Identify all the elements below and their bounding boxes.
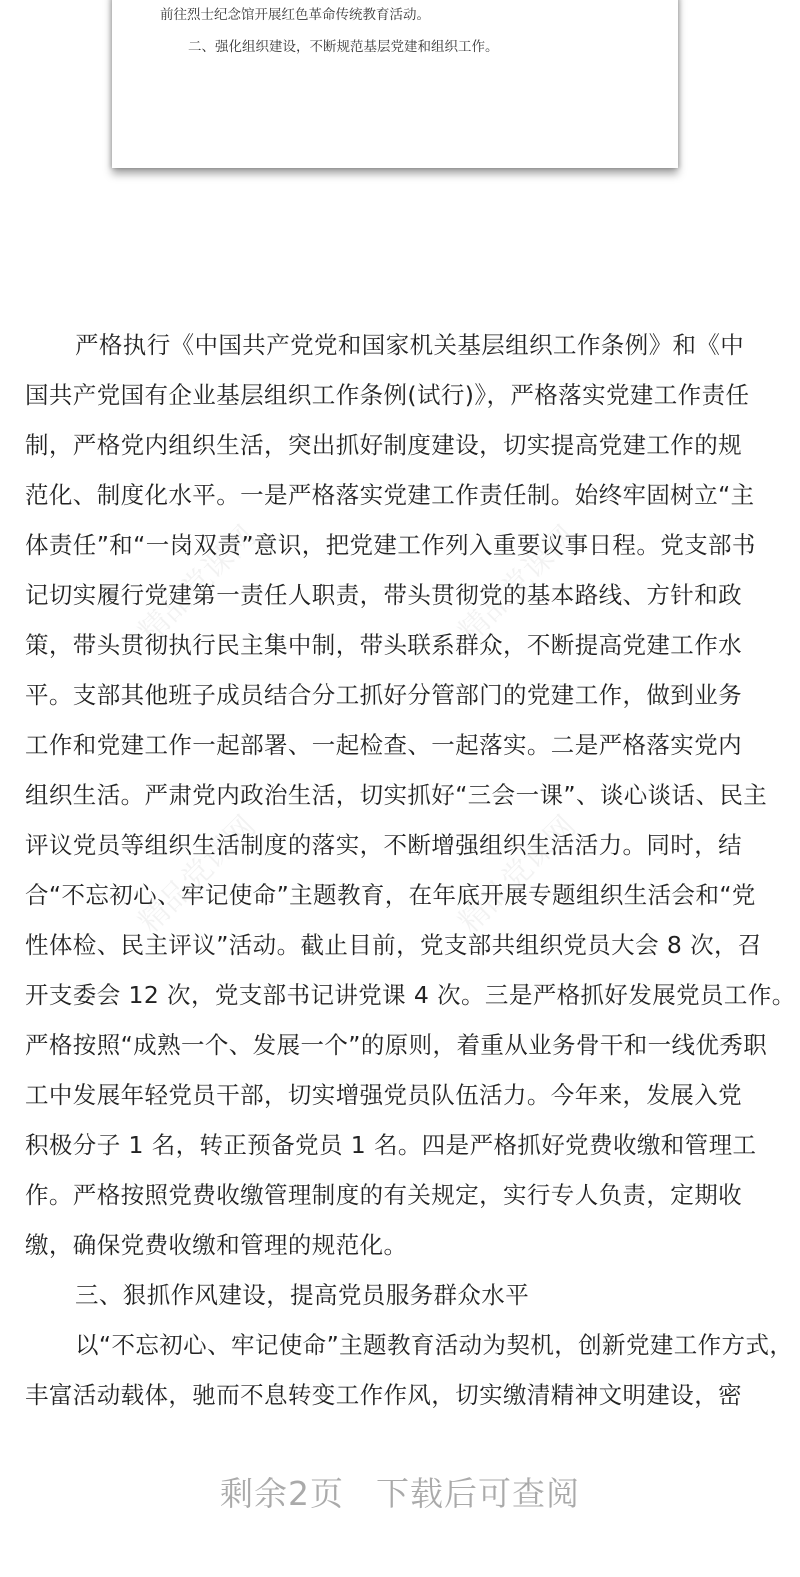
- text-line: 国共产党国有企业基层组织工作条例(试行)》，严格落实党建工作责任: [25, 381, 750, 409]
- text-line: 作。严格按照党费收缴管理制度的有关规定，实行专人负责，定期收: [25, 1181, 742, 1209]
- text-line: 组织生活。严肃党内政治生活，切实抓好“三会一课”、谈心谈话、民主: [25, 781, 768, 809]
- text-line: 体责任”和“一岗双责”意识，把党建工作列入重要议事日程。党支部书: [25, 531, 756, 559]
- text-line: 开支委会 12 次，党支部书记讲党课 4 次。三是严格抓好发展党员工作。: [25, 981, 796, 1009]
- document-body: [25, 322, 796, 1422]
- text-line: 严格按照“成熟一个、发展一个”的原则，着重从业务骨干和一线优秀职: [25, 1031, 768, 1059]
- text-line: 工中发展年轻党员干部，切实增强党员队伍活力。今年来，发展入党: [25, 1081, 742, 1109]
- text-line: 制，严格党内组织生活，突出抓好制度建设，切实提高党建工作的规: [25, 431, 742, 459]
- preview-line: 前往烈士纪念馆开展红色革命传统教育活动。: [160, 7, 430, 23]
- section-heading: 三、狠抓作风建设，提高党员服务群众水平: [75, 1281, 530, 1309]
- paragraph-2: [25, 1322, 794, 1422]
- text-line: 以“不忘初心、牢记使命”主题教育活动为契机，创新党建工作方式，: [75, 1331, 794, 1359]
- text-line: 平。支部其他班子成员结合分工抓好分管部门的党建工作，做到业务: [25, 681, 742, 709]
- text-line: 合“不忘初心、牢记使命”主题教育，在年底开展专题组织生活会和“党: [25, 881, 756, 909]
- paragraph-1: [25, 322, 796, 1272]
- preview-line: 二、强化组织建设，不断规范基层党建和组织工作。: [188, 39, 499, 55]
- text-line: 积极分子 1 名，转正预备党员 1 名。四是严格抓好党费收缴和管理工: [25, 1131, 757, 1159]
- watermark: 精品党课网: [452, 519, 583, 650]
- download-prompt[interactable]: [0, 1468, 800, 1515]
- watermark: 精品党课网: [132, 519, 263, 650]
- text-line: 丰富活动载体，驰而不息转变工作作风，切实缴清精神文明建设，密: [25, 1381, 742, 1409]
- text-line: 记切实履行党建第一责任人职责，带头贯彻党的基本路线、方针和政: [25, 581, 742, 609]
- watermark: 精品党课网: [452, 809, 583, 940]
- text-line: 工作和党建工作一起部署、一起检查、一起落实。二是严格落实党内: [25, 731, 742, 759]
- download-to-view-label: 下载后可查阅: [376, 1474, 580, 1513]
- text-line: 缴，确保党费收缴和管理的规范化。: [25, 1231, 408, 1259]
- text-line: 策，带头贯彻执行民主集中制，带头联系群众，不断提高党建工作水: [25, 631, 742, 659]
- text-line: 性体检、民主评议”活动。截止目前，党支部共组织党员大会 8 次，召: [25, 931, 762, 959]
- text-line: 评议党员等组织生活制度的落实，不断增强组织生活活力。同时，结: [25, 831, 742, 859]
- watermark: 精品党课网: [132, 809, 263, 940]
- remaining-pages-label: 剩余2页: [220, 1474, 344, 1513]
- document-preview-card: [112, 0, 678, 168]
- text-line: 范化、制度化水平。一是严格落实党建工作责任制。始终牢固树立“主: [25, 481, 755, 509]
- text-line: 严格执行《中国共产党党和国家机关基层组织工作条例》和《中: [75, 331, 745, 359]
